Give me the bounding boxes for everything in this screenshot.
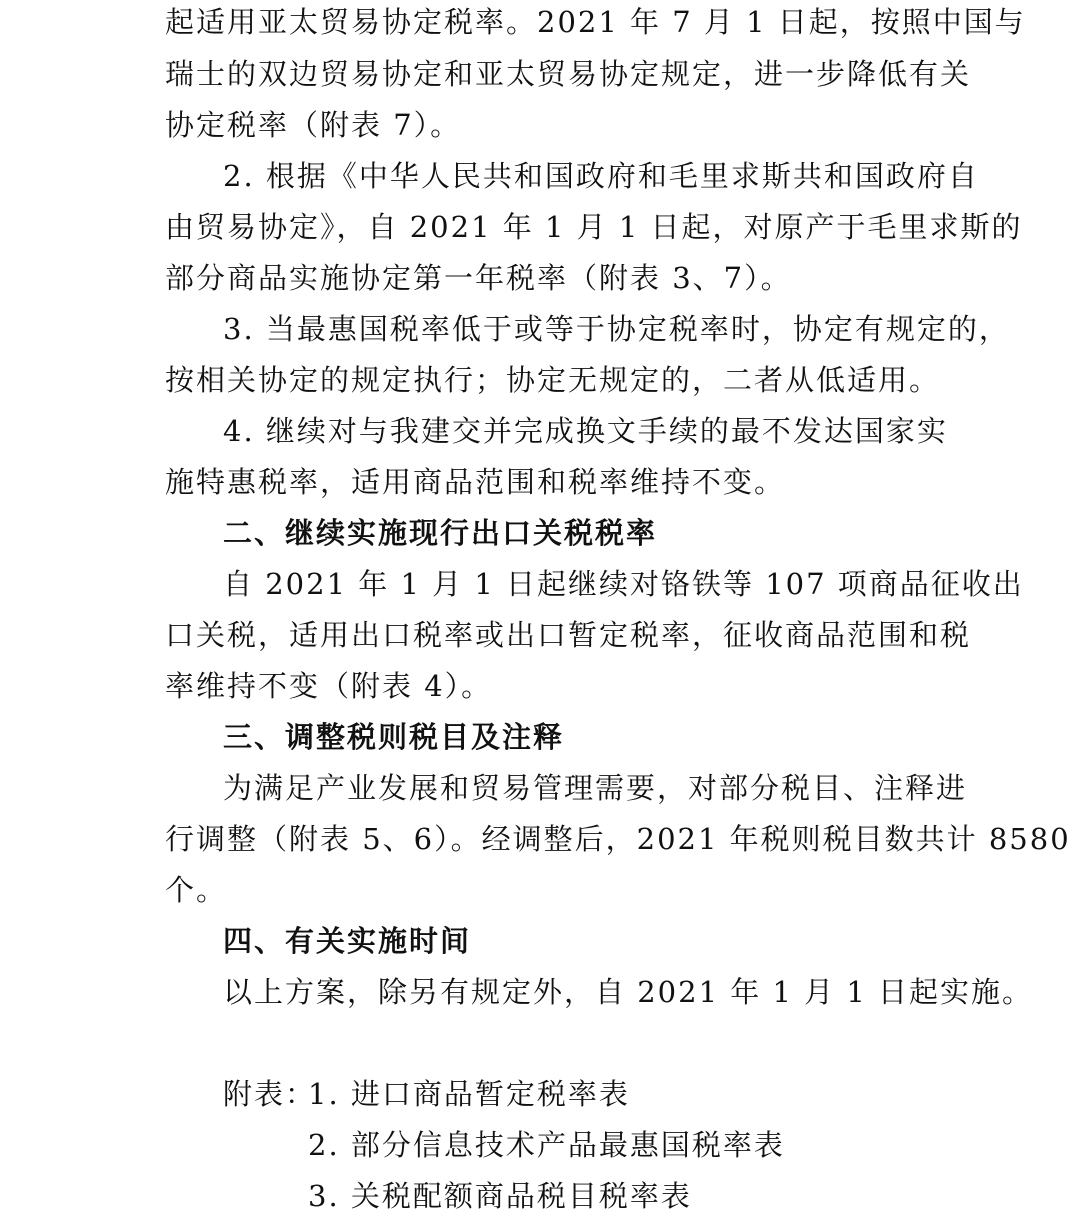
text-line: 瑞士的双边贸易协定和亚太贸易协定规定，进一步降低有关 [165,57,972,91]
paragraph-4-start: 4. 继续对与我建交并完成换文手续的最不发达国家实 [223,414,948,448]
text-line: 部分商品实施协定第一年税率（附表 3、7）。 [165,261,792,295]
text-line: 施特惠税率，适用商品范围和税率维持不变。 [165,465,786,499]
text-line: 起适用亚太贸易协定税率。2021 年 7 月 1 日起，按照中国与 [165,5,1026,39]
paragraph-2-start: 2. 根据《中华人民共和国政府和毛里求斯共和国政府自 [223,159,979,193]
text-line: 个。 [165,873,228,907]
text-line: 自 2021 年 1 月 1 日起继续对铬铁等 107 项商品征收出 [223,567,1024,601]
section-heading-2: 二、继续实施现行出口关税税率 [223,516,658,550]
attachments-label: 附表： [223,1077,317,1111]
text-line: 口关税，适用出口税率或出口暂定税率，征收商品范围和税 [165,618,972,652]
section-heading-3: 三、调整税则税目及注释 [223,720,565,754]
attachment-item: 3. 关税配额商品税目税率表 [308,1179,692,1213]
attachment-item: 2. 部分信息技术产品最惠国税率表 [308,1128,785,1162]
text-line: 行调整（附表 5、6）。经调整后，2021 年税则税目数共计 8580 [165,822,1071,856]
text-line: 以上方案，除另有规定外，自 2021 年 1 月 1 日起实施。 [223,975,1034,1009]
text-line: 为满足产业发展和贸易管理需要，对部分税目、注释进 [223,771,968,805]
paragraph-3-start: 3. 当最惠国税率低于或等于协定税率时，协定有规定的， [223,312,1010,346]
text-line: 协定税率（附表 7）。 [165,108,462,142]
text-line: 由贸易协定》，自 2021 年 1 月 1 日起，对原产于毛里求斯的 [165,210,1023,244]
text-line: 按相关协定的规定执行；协定无规定的，二者从低适用。 [165,363,941,397]
attachment-item: 1. 进口商品暂定税率表 [308,1077,630,1111]
text-line: 率维持不变（附表 4）。 [165,669,493,703]
section-heading-4: 四、有关实施时间 [223,924,472,958]
